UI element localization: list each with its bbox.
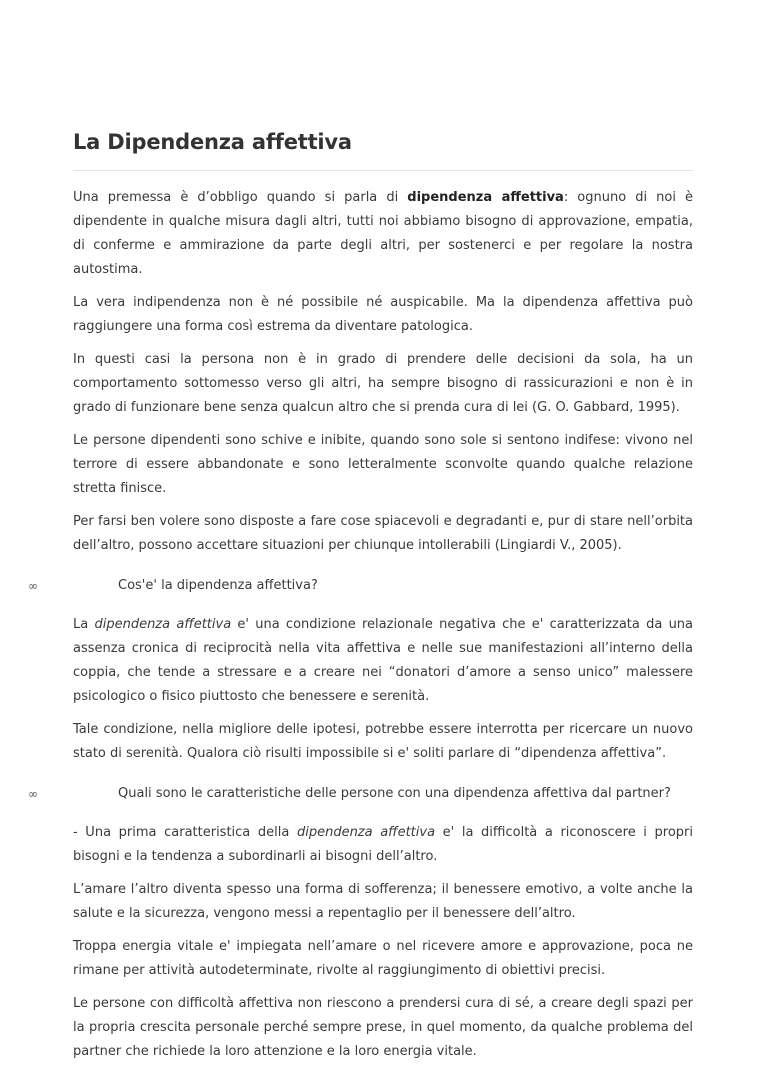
paragraph-indipendenza: La vera indipendenza non è né possibile né auspicabile. Ma la dipendenza affettiva può raggiungere una forma così estrema da diventare patologica. [73, 295, 693, 334]
document-page [28, 130, 694, 1073]
italic-term: dipendenza affettiva [296, 825, 436, 840]
page-title: La Dipendenza affettiva [73, 130, 693, 171]
infinity-bullet-icon: ∞ [28, 579, 38, 593]
paragraph-condizione [73, 613, 693, 709]
paragraph-cura-di-se: Le persone con difficoltà affettiva non riescono a prendersi cura di sé, a creare degli spazi per la propria crescita personale perché sempre prese, in quel momento, da qualche problema del partner che richiede la loro attenzione e la loro energia vitale. [73, 996, 693, 1059]
paragraph-premessa [73, 186, 693, 282]
paragraph-tale-condizione: Tale condizione, nella migliore delle ipotesi, potrebbe essere interrotta per ricercare un nuovo stato di serenità. Qualora ciò risulti impossibile si e' soliti parlare di “dipendenza affettiva”. [73, 722, 693, 761]
text-run: e' una condizione relazionale negativa che e' caratterizzata da una assenza cronica di reciprocità nella vita affettiva e nelle sue manifestazioni all’interno della coppia, che tende a stressare e a creare nei “donatori d’amore a senso unico” malessere psicologico o fisico piuttosto che benessere e serenità. [73, 617, 694, 704]
text-run: : ognuno di noi è dipendente in qualche misura dagli altri, tutti noi abbiamo bisogno di approvazione, empatia, di conferme e ammirazione da parte degli altri, per sostenerci e per regolare la nostra autostima. [73, 190, 693, 277]
paragraph-amare: L’amare l’altro diventa spesso una forma di sofferenza; il benessere emotivo, a volte anche la salute e la sicurezza, vengono messi a repentaglio per il benessere dell’altro. [73, 882, 693, 921]
paragraph-casi: In questi casi la persona non è in grado di prendere delle decisioni da sola, ha un comportamento sottomesso verso gli altri, ha sempre bisogno di rassicurazioni e non è in grado di funzionare bene senza qualcun altro che si prenda cura di lei (G. O. Gabbard, 1995). [73, 352, 693, 415]
bullet-item-definition [28, 574, 693, 598]
text-run: e' la difficoltà a riconoscere i propri bisogni e la tendenza a subordinarli ai bisogni dell’altro. [73, 825, 694, 864]
paragraph-farsi-volere: Per farsi ben volere sono disposte a fare cose spiacevoli e degradanti e, pur di stare nell’orbita dell’altro, possono accettare situazioni per chiunque intollerabili (Lingiardi V., 2005). [73, 514, 693, 553]
text-run: La [73, 617, 95, 632]
bullet-text: Cos'e' la dipendenza affettiva? [118, 578, 318, 593]
bold-term: dipendenza affettiva [407, 190, 564, 205]
paragraph-prima-caratteristica [73, 821, 693, 869]
bullet-text: Quali sono le caratteristiche delle persone con una dipendenza affettiva dal partner? [118, 786, 671, 801]
italic-term: dipendenza affettiva [94, 617, 232, 632]
paragraph-persone-dipendenti: Le persone dipendenti sono schive e inibite, quando sono sole si sentono indifese: vivono nel terrore di essere abbandonate e sono letteralmente sconvolte quando qualche relazione stretta finisce. [73, 433, 693, 496]
bullet-item-characteristics [28, 782, 693, 806]
text-run: Una premessa è d’obbligo quando si parla di [73, 190, 408, 205]
paragraph-energia: Troppa energia vitale e' impiegata nell’amare o nel ricevere amore e approvazione, poca ne rimane per attività autodeterminate, rivolte al raggiungimento di obiettivi precisi. [73, 939, 693, 978]
text-run: - Una prima caratteristica della [73, 825, 297, 840]
infinity-bullet-icon: ∞ [28, 787, 38, 801]
